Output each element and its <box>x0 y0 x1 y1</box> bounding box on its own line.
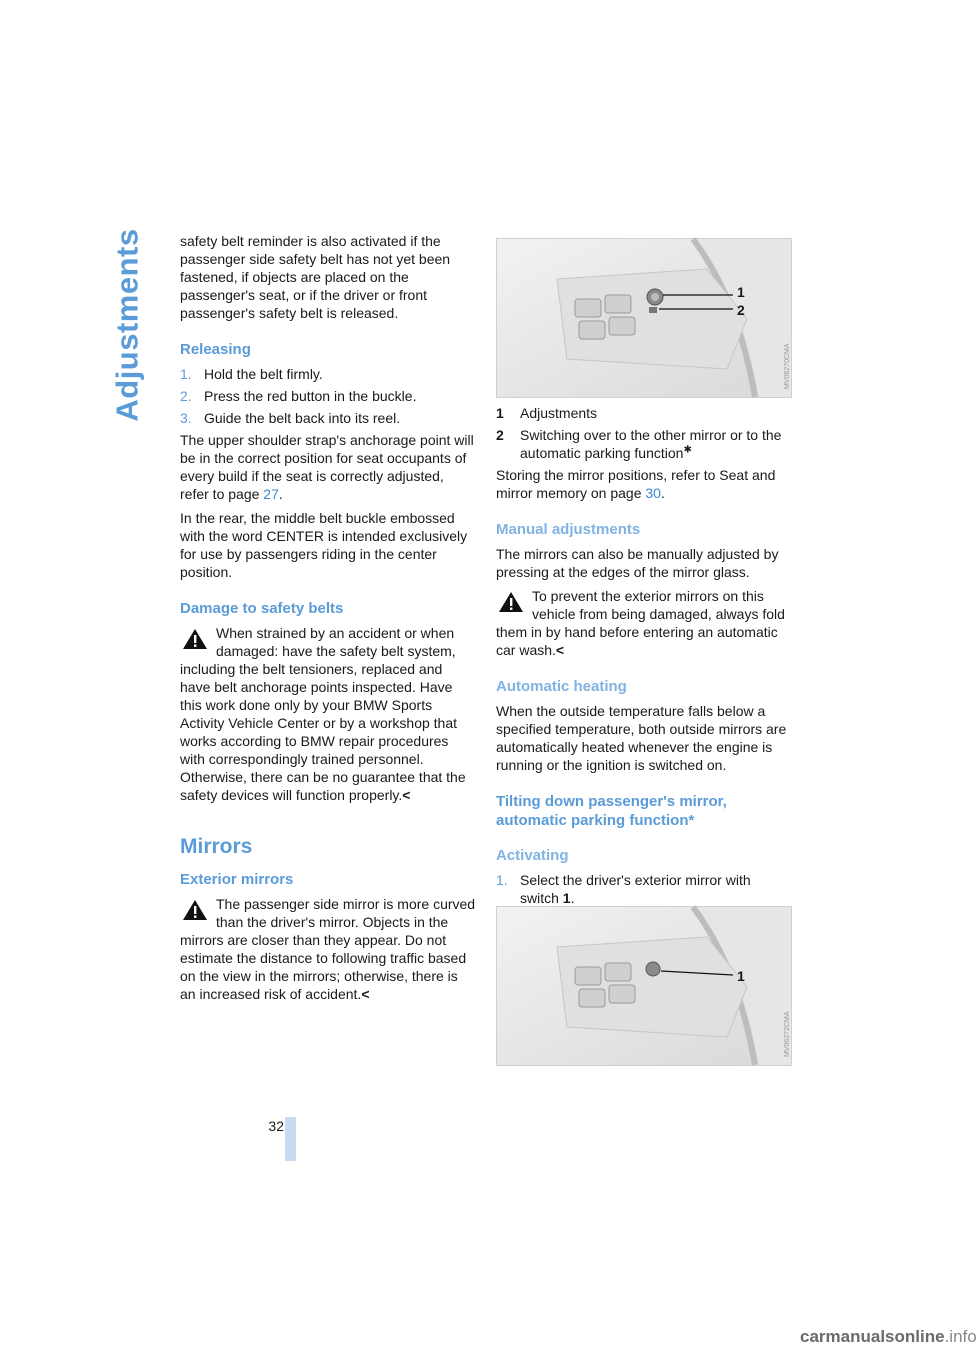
step-number: 3. <box>180 410 192 426</box>
mirrors-heading: Mirrors <box>180 835 253 858</box>
heating-paragraph: When the outside temperature falls below a specified temperature, both outside mirrors are automatically heated whenever the engine is running or the ignition is switched on. <box>496 703 787 773</box>
manual-paragraph: The mirrors can also be manually adjusted by pressing at the edges of the mirror glass. <box>496 546 779 580</box>
tilting-heading: Tilting down passenger's mirror, automatic parking function* <box>496 793 727 829</box>
automatic-heating-heading: Automatic heating <box>496 678 627 695</box>
anchorage-text: The upper shoulder strap's anchorage point will be in the correct position for seat occupants of every build if the seat is correctly adjusted, refer to page <box>180 432 474 502</box>
manual-warning <box>496 587 792 659</box>
callout-label-1: 1 <box>737 968 745 984</box>
step-text: Press the red button in the buckle. <box>204 388 417 404</box>
end-marker: < <box>555 642 565 658</box>
right-column <box>496 404 792 911</box>
watermark-brand: carmanualsonline <box>800 1327 945 1346</box>
damage-heading: Damage to safety belts <box>180 600 344 617</box>
legend-number: 2 <box>496 427 504 443</box>
optional-equipment-star: ✱ <box>683 444 692 456</box>
figure-code: MV06272CMA <box>784 1011 791 1057</box>
list-item <box>496 871 792 907</box>
list-item <box>180 365 476 383</box>
step-end: . <box>570 890 575 906</box>
page-number: 32 <box>268 1118 284 1134</box>
step-number: 1. <box>180 366 192 382</box>
step-text: Guide the belt back into its reel. <box>204 410 401 426</box>
anchorage-paragraph: The upper shoulder strap's anchorage point will be in the correct position for seat occupants of every build if the seat is correctly adjusted, refer to page 27. <box>180 432 474 502</box>
intro-paragraph: safety belt reminder is also activated if the passenger side safety belt has not yet been fastened, if objects are placed on the passenger's seat, or if the driver or front passenger's safety belt is released. <box>180 233 451 321</box>
callout-label-1: 1 <box>737 284 745 300</box>
legend-text: Switching over to the other mirror or to the automatic parking function <box>520 427 782 461</box>
mirror-switch-figure-2 <box>496 906 792 1066</box>
callout-label-2: 2 <box>737 302 745 318</box>
figure-code: MV06270CMA <box>784 343 791 389</box>
left-column <box>180 232 476 1009</box>
releasing-heading: Releasing <box>180 341 251 358</box>
legend-text: Adjustments <box>520 405 598 421</box>
step-text: Hold the belt firmly. <box>204 366 323 382</box>
damage-warning-text: When strained by an accident or when damaged: have the safety belt system, including the belt tensioners, replaced and have belt anchorage points inspected. Have this work done only by your BMW Sports Activity Vehicle Center or by a workshop that works according to BMW repair procedures with correspondingly trained personnel. Otherwise, there can be no guarantee that the safety devices will function properly. <box>180 625 466 803</box>
manual-warning-text: To prevent the exterior mirrors on this vehicle from being damaged, always fold them in by hand before entering an automatic car wash. <box>496 588 785 658</box>
end-marker: < <box>361 986 370 1002</box>
exterior-mirrors-heading: Exterior mirrors <box>180 871 294 888</box>
manual-adjustments-heading: Manual adjustments <box>496 521 641 538</box>
warning-triangle-icon <box>182 628 208 650</box>
legend-item <box>496 404 792 422</box>
site-watermark <box>800 1328 977 1346</box>
mirror-switch-figure-1 <box>496 238 792 398</box>
page-link-30[interactable]: 30 <box>645 485 661 501</box>
section-side-title <box>104 230 152 420</box>
page-number-bar <box>285 1117 296 1161</box>
legend-number: 1 <box>496 405 504 421</box>
end-marker: < <box>402 787 411 803</box>
list-item <box>180 409 476 427</box>
exterior-warning-text: The passenger side mirror is more curved than the driver's mirror. Objects in the mirrors are closer than they appear. Do not estimate the distance to following traffic based on the view in the mirrors; otherwise, there is an increased risk of accident. <box>180 896 476 1002</box>
step-number: 1. <box>496 872 508 888</box>
switch-reference: 1 <box>562 890 571 906</box>
list-item <box>180 387 476 405</box>
activating-heading: Activating <box>496 847 569 864</box>
step-text: Select the driver's exterior mirror with switch <box>520 872 751 906</box>
damage-warning <box>180 624 476 804</box>
warning-triangle-icon <box>498 591 524 613</box>
storing-text: Storing the mirror positions, refer to Seat and mirror memory on page <box>496 467 776 501</box>
section-title-text: Adjustments <box>110 228 145 422</box>
page-link-27[interactable]: 27 <box>263 486 279 502</box>
warning-triangle-icon <box>182 899 208 921</box>
watermark-tld: .info <box>944 1327 977 1346</box>
legend-item <box>496 426 792 462</box>
releasing-steps <box>180 365 476 427</box>
step-number: 2. <box>180 388 192 404</box>
center-belt-paragraph: In the rear, the middle belt buckle embossed with the word CENTER is intended exclusively for use by passengers riding in the center position. <box>180 510 468 580</box>
storing-paragraph: Storing the mirror positions, refer to Seat and mirror memory on page 30. <box>496 467 776 501</box>
exterior-warning <box>180 895 476 1003</box>
